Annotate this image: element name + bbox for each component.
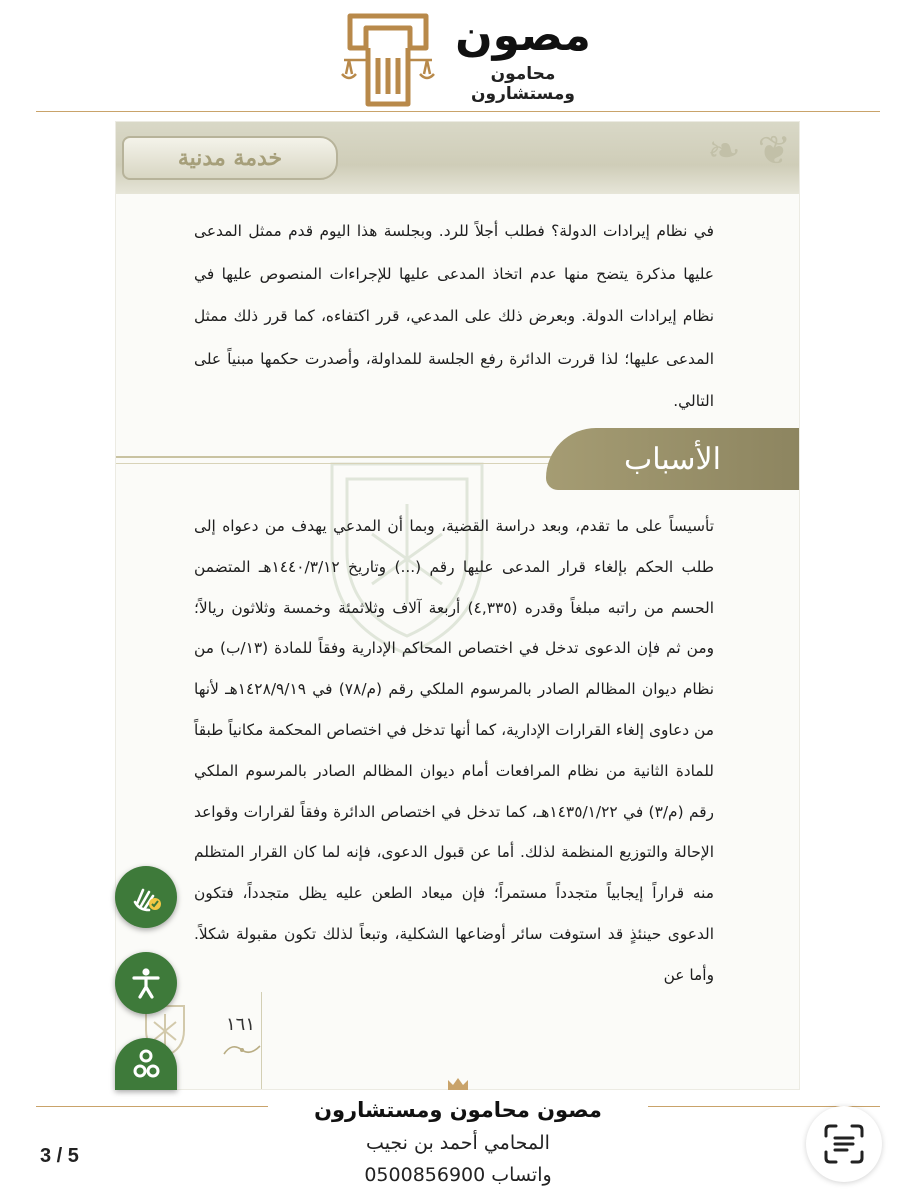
scales-logo-icon — [338, 8, 438, 112]
page-indicator: 3 / 5 — [40, 1145, 79, 1167]
paragraph-reasons: تأسيساً على ما تقدم، وبعد دراسة القضية، وبما أن المدعي يهدف من دعواه إلى طلب الحكم بإلغاء قرار المدعى عليها رقم (...) وتاريخ ١٤٤٠/٣/١٢هـ المتضمن الحسم من راتبه مبلغاً وقدره (٤,٣٣٥) أربعة آلاف وثلاثمئة وخمسة وثلاثون ريالاً؛ ومن ثم فإن الدعوى تدخل في اختصاص المحاكم الإدارية وفقاً للمادة (١٣/ب) من نظام ديوان المظالم الصادر بالمرسوم الملكي رقم (م/٧٨) في ١٤٢٨/٩/١٩هـ لأنها من دعاوى إلغاء القرارات الإدارية، كما أنها تدخل في اختصاص المحكمة مكانياً طبقاً للمادة الثانية من نظام المرافعات أمام ديوان المظالم الصادر بالمرسوم الملكي رقم (م/٣) في ١٤٣٥/١/٢٢هـ، كما تدخل في اختصاص الدائرة وفقاً لقرارات وقواعد الإحالة والتوزيع المنظمة لذلك. أما عن قبول الدعوى، فإنه لما كان القرار المتظلم منه قراراً إيجابياً متجدداً مستمراً؛ فإن ميعاد الطعن عليه يظل متجدداً، فتكون الدعوى حينئذٍ قد استوفت سائر أوضاعها الشكلية، وتبعاً لذلك تكون مقبولة شكلاً. وأما عن — [194, 517, 714, 984]
banner-ornament: ❧ ❦ — [707, 128, 793, 174]
logo-subtitle: محامون ومستشارون — [471, 64, 575, 104]
crown-icon — [446, 1076, 470, 1092]
page-number: ١٦١ — [226, 1014, 256, 1035]
screen-reader-icon — [129, 1047, 163, 1081]
banner-tag: خدمة مدنية — [122, 136, 338, 180]
section-rule — [116, 456, 556, 458]
page-banner — [116, 122, 799, 194]
logo-name: مصون — [455, 10, 591, 61]
accessibility-icon — [129, 966, 163, 1000]
footer-contact-card — [268, 1092, 648, 1200]
footer-whatsapp: واتساب 0500856900 — [364, 1164, 552, 1186]
section-title: الأسباب — [546, 428, 799, 490]
footer-lawyer-name: المحامي أحمد بن نجيب — [366, 1132, 550, 1154]
sign-language-button[interactable] — [115, 866, 177, 928]
flourish-icon — [222, 1040, 262, 1060]
accessibility-button[interactable] — [115, 952, 177, 1014]
section-rule-thin — [116, 463, 556, 464]
scan-text-button[interactable] — [806, 1106, 882, 1182]
sign-language-icon — [129, 880, 163, 914]
header-divider — [36, 111, 880, 112]
document-page — [116, 122, 799, 1089]
scan-text-icon — [822, 1122, 866, 1166]
footer-firm-name: مصون محامون ومستشارون — [314, 1098, 602, 1122]
firm-logo — [330, 6, 600, 114]
paragraph-intro: في نظام إيرادات الدولة؟ فطلب أجلاً للرد. وبجلسة هذا اليوم قدم ممثل المدعى عليها مذكرة يتضح منها عدم اتخاذ المدعى عليها للإجراءات المنصوص عليها في نظام إيرادات الدولة. وبعرض ذلك على المدعي، قرر اكتفاءه، كما قرر ذلك ممثل المدعى عليها؛ لذا قررت الدائرة رفع الجلسة للمداولة، وأصدرت حكمها مبنياً على التالي. — [194, 222, 714, 411]
